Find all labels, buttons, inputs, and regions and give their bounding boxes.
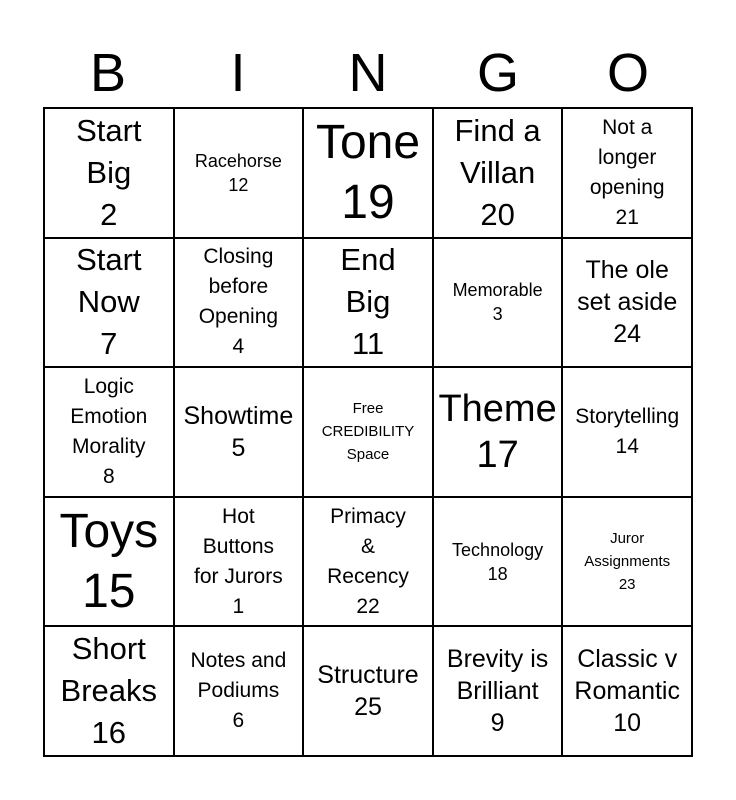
bingo-cell[interactable] [562,108,692,238]
cell-text-line: Start [76,242,142,278]
bingo-cell[interactable] [562,238,692,368]
cell-text-line: Big [345,284,391,320]
cell-text-line: & [360,534,375,558]
cell-text-line: Start [76,112,142,148]
cell-text-line: Classic v [577,645,678,674]
cell-text-line: 16 [91,715,127,751]
cell-text-line: Notes and [190,649,287,673]
header-letter-b: B [89,43,127,103]
cell-text-line: Hot [222,504,255,528]
cell-text-line: 7 [100,326,118,362]
cell-text-line: 18 [487,563,508,584]
bingo-cell[interactable] [562,626,692,756]
bingo-cell[interactable] [174,626,304,756]
cell-text-line: 17 [476,433,519,476]
header-letter-o: O [606,43,649,103]
bingo-cell[interactable] [433,497,563,627]
bingo-cell[interactable] [174,367,304,497]
cell-text-line: 19 [341,175,395,229]
header-letter-g: G [476,43,519,103]
cell-text-line: before [208,275,269,299]
header-letter-n: N [348,43,388,103]
bingo-cell[interactable] [303,238,433,368]
cell-text-line: 24 [613,320,642,349]
cell-text-line: 5 [231,433,246,462]
cell-text-line: 8 [102,464,115,488]
bingo-cell[interactable] [562,497,692,627]
cell-text-line: 2 [100,196,118,232]
cell-text-line: Primacy [330,504,406,528]
cell-text-line: Buttons [202,534,274,558]
cell-text-line: opening [589,175,665,199]
cell-text-line: Showtime [183,401,294,430]
cell-text-line: Find a [454,112,541,148]
cell-text-line: Memorable [452,280,543,301]
header-letter-i: I [230,43,246,103]
cell-text-line: Brilliant [456,677,539,706]
cell-text-line: End [340,242,396,278]
cell-text-line: 11 [351,326,385,362]
bingo-cell[interactable] [433,108,563,238]
cell-text-line: Short [71,631,146,667]
bingo-cell[interactable] [44,497,174,627]
cell-text-line: 3 [492,304,503,325]
cell-text-line: 12 [228,174,249,195]
bingo-card-grid [43,107,693,757]
cell-text-line: Breaks [60,673,158,709]
cell-text-line: Not a [602,115,653,139]
cell-text-line: Villan [459,154,536,190]
cell-text-line: Brevity is [446,645,549,674]
cell-text-line: for Jurors [194,564,283,588]
bingo-cell[interactable] [303,108,433,238]
cell-text-line: Theme [438,387,557,430]
bingo-cell[interactable] [303,497,433,627]
cell-text-line: Recency [327,564,409,588]
cell-text-line: 4 [232,335,245,359]
cell-text-line: Storytelling [575,404,680,428]
cell-text-line: 10 [613,709,642,738]
cell-text-line: 1 [232,594,245,618]
cell-text-line: 22 [356,594,380,618]
cell-text-line: set aside [577,288,678,317]
cell-text-line: 6 [232,709,245,733]
cell-text-line: Toys [59,504,159,558]
cell-text-line: Morality [72,434,146,458]
cell-text-line: Space [346,446,390,464]
bingo-cell[interactable] [303,367,433,497]
cell-text-line: Tone [315,115,421,169]
cell-text-line: Podiums [197,679,280,703]
bingo-cell[interactable] [174,108,304,238]
bingo-cell[interactable] [174,238,304,368]
bingo-cell[interactable] [303,626,433,756]
cell-text-line: Technology [452,539,544,560]
cell-text-line: 25 [354,693,382,722]
cell-text-line: Racehorse [194,150,282,171]
cell-text-line: Now [77,284,140,320]
cell-text-line: longer [598,145,657,169]
cell-text-line: 15 [82,564,136,618]
cell-text-line: CREDIBILITY [321,423,415,441]
bingo-cell[interactable] [562,367,692,497]
cell-text-line: Logic [83,374,134,398]
bingo-cell[interactable] [433,626,563,756]
cell-text-line: Structure [317,661,419,690]
bingo-cell[interactable] [174,497,304,627]
cell-text-line: Romantic [574,677,680,706]
cell-text-line: 14 [615,434,639,458]
cell-text-line: 21 [615,205,639,229]
cell-text-line: Juror [610,530,645,548]
bingo-cell[interactable] [44,367,174,497]
bingo-cell[interactable] [44,108,174,238]
cell-text-line: Free [352,400,384,418]
cell-text-line: Assignments [584,553,671,571]
cell-text-line: Big [86,154,132,190]
bingo-cell[interactable] [433,238,563,368]
bingo-header [43,40,693,106]
cell-text-line: The ole [585,256,669,285]
cell-text-line: Emotion [70,404,148,428]
cell-text-line: Opening [198,305,279,329]
cell-text-line: 23 [618,576,636,594]
bingo-cell[interactable] [44,626,174,756]
cell-text-line: Closing [203,245,274,269]
bingo-cell[interactable] [44,238,174,368]
cell-text-line: 20 [480,196,515,232]
bingo-cell[interactable] [433,367,563,497]
cell-text-line: 9 [490,709,505,738]
